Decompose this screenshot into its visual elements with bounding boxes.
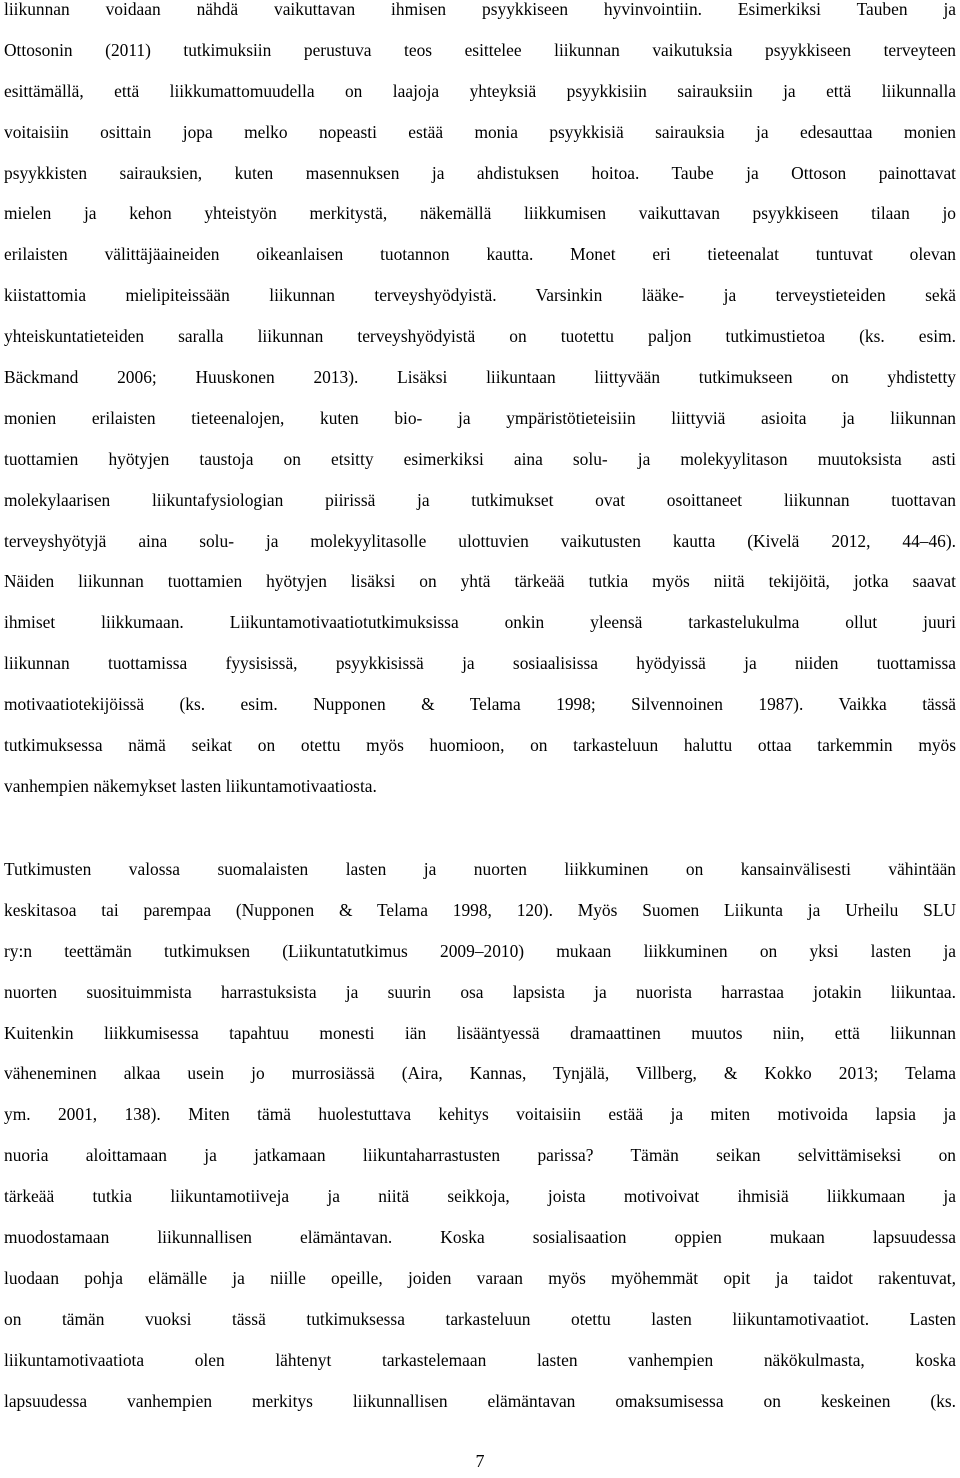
text-line: monien erilaisten tieteenalojen, kuten bio- ja ympäristötieteisiin liittyviä asioita ja liikunnan (4, 407, 956, 428)
text-line: Tutkimusten valossa suomalaisten lasten ja nuorten liikkuminen on kansainvälisesti vähintään (4, 859, 956, 879)
text-line: kiistattomia mielipiteissään liikunnan terveyshyödyistä. Varsinkin lääke- ja terveystieteiden sekä (4, 285, 956, 306)
paragraph-1 (4, 0, 956, 807)
text-line: mielen ja kehon yhteistyön merkitystä, näkemällä liikkumisen vaikuttavan psyykkiseen tilaan jo (4, 203, 956, 224)
text-line: muodostamaan liikunnallisen elämäntavan. Koska sosialisaation oppien mukaan lapsuudessa (4, 1227, 956, 1248)
text-line: tuottamien hyötyjen taustoja on etsitty esimerkiksi aina solu- ja molekyylitason muutoksista asti (4, 448, 956, 469)
text-line: luodaan pohja elämälle ja niille opeille, joiden varaan myös myöhemmät opit ja taidot rakentuvat, (4, 1267, 956, 1288)
text-line: nuoria aloittamaan ja jatkamaan liikuntaharrastusten parissa? Tämän seikan selvittämiseksi on (4, 1145, 956, 1166)
text-line: nuorten suosituimmista harrastuksista ja suurin osa lapsista ja nuorista harrastaa jotakin liikuntaa. (4, 981, 956, 1002)
text-line: liikunnan tuottamissa fyysisissä, psyykkisissä ja sosiaalisissa hyödyissä ja niiden tuottamissa (4, 653, 956, 674)
text-line: väheneminen alkaa usein jo murrosiässä (Aira, Kannas, Tynjälä, Villberg, & Kokko 2013; Telama (4, 1063, 956, 1084)
text-line: Näiden liikunnan tuottamien hyötyjen lisäksi on yhtä tärkeää tutkia myös niitä tekijöitä, jotka saavat (4, 571, 956, 592)
text-line: terveyshyötyjä aina solu- ja molekyylitasolle ulottuvien vaikutusten kautta (Kivelä 2012, 44–46). (4, 530, 956, 551)
text-line: esittämällä, että liikkumattomuudella on laajoja yhteyksiä psyykkisiin sairauksiin ja että liikunnalla (4, 80, 956, 101)
text-line: ym. 2001, 138). Miten tämä huolestuttava kehitys voitaisiin estää ja miten motivoida lapsia ja (4, 1104, 956, 1125)
text-line: Ottosonin (2011) tutkimuksiin perustuva teos esittelee liikunnan vaikutuksia psyykkiseen terveyteen (4, 39, 956, 60)
text-line: tutkimuksessa nämä seikat on otettu myös huomioon, on tarkasteluun haluttu ottaa tarkemmin myös (4, 735, 956, 756)
text-line: Kuitenkin liikkumisessa tapahtuu monesti iän lisääntyessä dramaattinen muutos niin, että liikunnan (4, 1022, 956, 1043)
text-line: erilaisten välittäjäaineiden oikeanlaisen tuotannon kautta. Monet eri tieteenalat tuntuvat olevan (4, 244, 956, 265)
text-line: voitaisiin osittain jopa melko nopeasti estää monia psyykkisiä sairauksia ja edesauttaa monien (4, 121, 956, 142)
text-line: tärkeää tutkia liikuntamotiiveja ja niitä seikkoja, joista motivoivat ihmisiä liikkumaan ja (4, 1186, 956, 1207)
text-line: vanhempien näkemykset lasten liikuntamotivaatiosta. (4, 775, 377, 796)
text-line: lapsuudessa vanhempien merkitys liikunnallisen elämäntavan omaksumisessa on keskeinen (ks. (4, 1390, 956, 1411)
text-line: molekylaarisen liikuntafysiologian piirissä ja tutkimukset ovat osoittaneet liikunnan tuottavan (4, 489, 956, 510)
page-number: 7 (475, 1451, 485, 1471)
paragraph-2 (4, 849, 956, 1421)
text-line: liikuntamotivaatiota olen lähtenyt tarkastelemaan lasten vanhempien näkökulmasta, koska (4, 1349, 956, 1370)
text-line: keskitasoa tai parempaa (Nupponen & Telama 1998, 120). Myös Suomen Liikunta ja Urheilu SLU (4, 899, 956, 920)
text-line: Bäckmand 2006; Huuskonen 2013). Lisäksi liikuntaan liittyvään tutkimukseen on yhdistetty (4, 367, 956, 388)
text-line: on tämän vuoksi tässä tutkimuksessa tarkasteluun otettu lasten liikuntamotivaatiot. Lasten (4, 1308, 956, 1329)
text-line: motivaatiotekijöissä (ks. esim. Nupponen & Telama 1998; Silvennoinen 1987). Vaikka tässä (4, 694, 956, 715)
text-line: psyykkisten sairauksien, kuten masennuksen ja ahdistuksen hoitoa. Taube ja Ottoson painottavat (4, 162, 956, 183)
text-line: ihmiset liikkumaan. Liikuntamotivaatiotutkimuksissa onkin yleensä tarkastelukulma ollut juuri (4, 612, 956, 633)
text-line: liikunnan voidaan nähdä vaikuttavan ihmisen psyykkiseen hyvinvointiin. Esimerkiksi Tauben ja (4, 0, 956, 19)
text-line: ry:n teettämän tutkimuksen (Liikuntatutkimus 2009–2010) mukaan liikkuminen on yksi lasten ja (4, 940, 956, 961)
text-line: yhteiskuntatieteiden saralla liikunnan terveyshyödyistä on tuotettu paljon tutkimustietoa (ks. esim. (4, 326, 956, 347)
